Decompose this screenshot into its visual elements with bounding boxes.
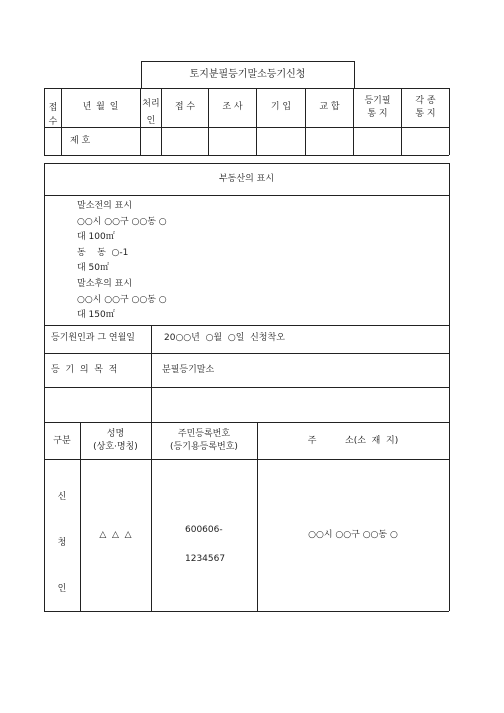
property-line: 대 100㎡ — [77, 232, 115, 243]
property-list — [77, 199, 167, 324]
reception-number-label: 제 호 — [70, 136, 91, 146]
property-line: 대 150㎡ — [77, 310, 115, 321]
processor-label: 처리인 — [142, 99, 160, 126]
applicant-name: △ △ △ — [99, 530, 132, 540]
property-line: ○○시 ○○구 ○○동 ○ — [77, 216, 167, 227]
col-reg-no-line2: (등기용등록번호) — [170, 442, 238, 452]
col-reg-no-line1: 주민등록번호 — [177, 429, 231, 439]
notify-registered-line2: 통 지 — [367, 109, 388, 119]
col-investigation: 조 사 — [222, 102, 243, 112]
col-category: 구분 — [53, 436, 71, 446]
applicant-address: ○○시 ○○구 ○○동 ○ — [308, 530, 398, 540]
reg-no-line2: 1234567 — [185, 554, 226, 564]
col-reg-no — [151, 428, 257, 454]
notify-various-line2: 통 지 — [415, 109, 436, 119]
col-verification: 교 합 — [319, 102, 340, 112]
applicant-char-1: 신 — [57, 492, 67, 502]
reception-label: 접수 — [48, 103, 58, 127]
col-name — [80, 428, 151, 454]
property-header: 부동산의 표시 — [218, 174, 275, 184]
purpose-value: 분필등기말소 — [162, 365, 215, 375]
col-entry: 기 입 — [270, 102, 292, 112]
applicant-reg-no — [185, 516, 225, 574]
notify-registered-line1: 등기필 — [364, 96, 391, 106]
col-name-line1: 성명 — [106, 429, 125, 439]
property-line: 말소후의 표시 — [77, 278, 133, 289]
reg-no-line1: 600606- — [185, 525, 223, 535]
applicant-char-2: 청 — [57, 538, 67, 548]
applicant-char-3: 인 — [57, 584, 67, 594]
property-line: 동 동 ○-1 — [77, 247, 129, 258]
form-title: 토지분필등기말소등기신청 — [189, 69, 306, 80]
col-notify-registered — [354, 95, 401, 121]
cause-label: 등기원인과 그 연월일 — [51, 333, 135, 343]
notify-various-line1: 각 종 — [415, 96, 436, 106]
col-address: 주 소(소 재 지) — [307, 436, 399, 446]
property-line: 말소전의 표시 — [77, 201, 133, 211]
col-notify-various — [402, 95, 449, 121]
reception-date-label: 년 월 일 — [82, 102, 120, 112]
property-line: 대 50㎡ — [77, 263, 110, 274]
purpose-label: 등 기 의 목 적 — [51, 365, 118, 375]
cause-value: 20○○년 ○월 ○일 신청착오 — [164, 333, 285, 343]
col-reception: 접 수 — [174, 102, 196, 112]
col-name-line2: (상호·명칭) — [93, 442, 138, 452]
property-line: ○○시 ○○구 ○○동 ○ — [77, 294, 167, 305]
